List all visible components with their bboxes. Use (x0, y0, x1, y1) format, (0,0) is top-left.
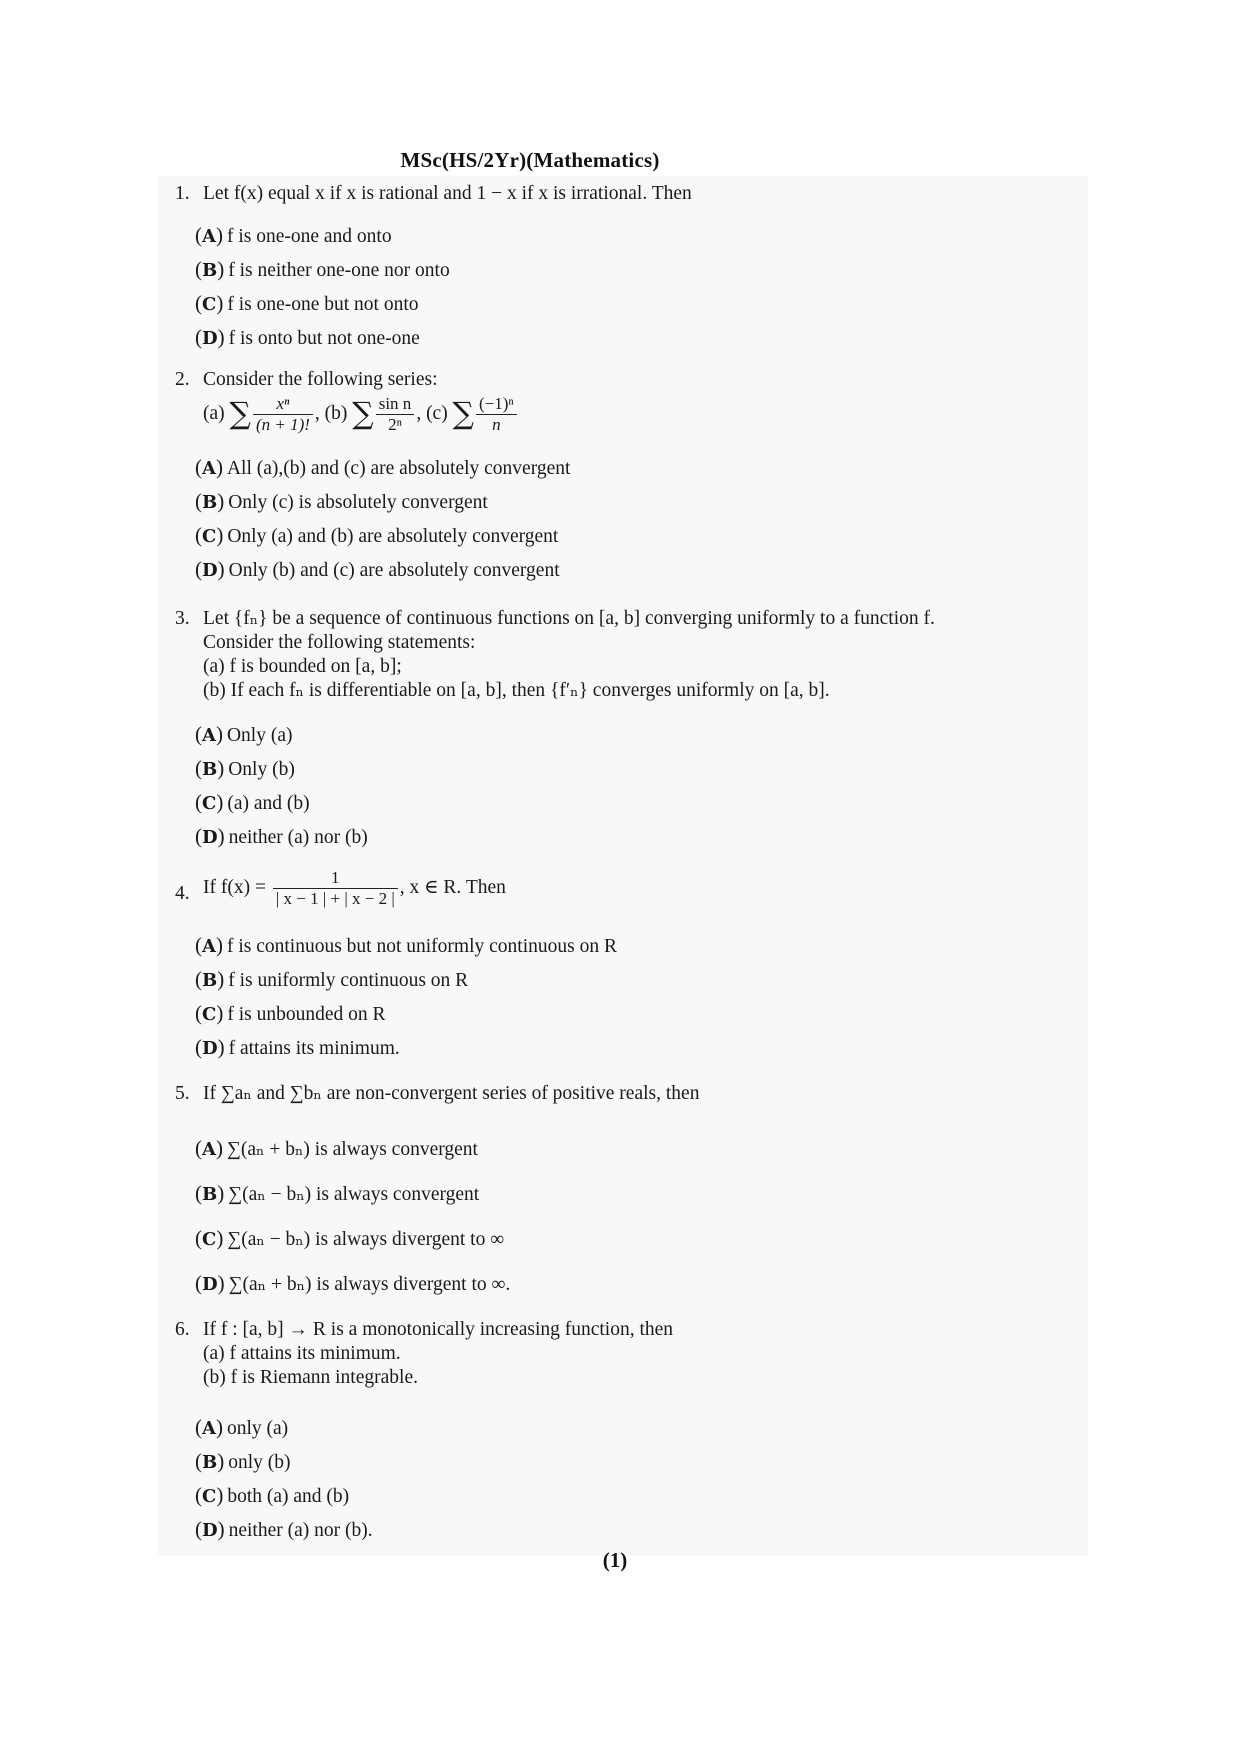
option-c[interactable]: (C) Only (a) and (b) are absolutely convergent (195, 523, 559, 547)
fraction: $\frac{1}{| x - 1 | + | x - 2 |}$ (273, 868, 398, 909)
question-3 (175, 607, 935, 703)
question-stem-continued: Consider the following statements: (203, 632, 476, 653)
question-number: 2. (175, 369, 190, 390)
option-a[interactable]: (A) f is one-one and onto (195, 223, 392, 247)
option-a[interactable]: (A) All (a),(b) and (c) are absolutely convergent (195, 455, 571, 479)
page-number: (1) (602, 1548, 628, 1572)
option-d[interactable]: (D) f is onto but not one-one (195, 325, 420, 349)
option-b[interactable]: (B) f is uniformly continuous on R (195, 967, 469, 991)
question-number: 6. (175, 1319, 190, 1340)
options-q3 (195, 717, 368, 853)
question-1 (175, 182, 692, 206)
question-stem: If f : [a, b] → R is a monotonically increasing function, then (203, 1319, 674, 1340)
options-q6 (195, 1410, 373, 1546)
option-d[interactable]: (D) ∑(aₙ + bₙ) is always divergent to ∞. (195, 1271, 511, 1295)
option-a[interactable]: (A) ∑(aₙ + bₙ) is always convergent (195, 1136, 478, 1160)
statement-b: (b) If each fₙ is differentiable on [a, b], then {f′ₙ} converges uniformly on [a, b]. (203, 680, 830, 701)
statement-b: (b) f is Riemann integrable. (203, 1367, 418, 1388)
sigma-icon: ∑ (452, 396, 475, 432)
question-number: 5. (175, 1083, 190, 1104)
option-c[interactable]: (C) ∑(aₙ − bₙ) is always divergent to ∞ (195, 1226, 505, 1250)
question-number: 4. (175, 883, 190, 904)
question-stem: Let f(x) equal x if x is rational and 1 − x if x is irrational. Then (203, 183, 692, 204)
option-d[interactable]: (D) Only (b) and (c) are absolutely convergent (195, 557, 560, 581)
option-d[interactable]: (D) neither (a) nor (b) (195, 824, 368, 848)
question-2 (175, 368, 519, 435)
fraction: $\frac{\text{xⁿ}}{(n + 1)!}$ (253, 394, 313, 435)
statement-a: (a) f is bounded on [a, b]; (203, 656, 402, 677)
question-number: 3. (175, 608, 190, 629)
options-q4 (195, 928, 617, 1064)
sigma-icon: ∑ (229, 396, 251, 432)
option-d[interactable]: (D) neither (a) nor (b). (195, 1517, 373, 1541)
question-stem: Consider the following series: (203, 369, 438, 390)
option-c[interactable]: (C) f is unbounded on R (195, 1001, 386, 1025)
option-a[interactable]: (A) f is continuous but not uniformly continuous on R (195, 933, 617, 957)
question-stem: Let {fₙ} be a sequence of continuous functions on [a, b] converging uniformly to a function f. (203, 608, 935, 629)
question-stem: If ∑aₙ and ∑bₙ are non-convergent series of positive reals, then (203, 1083, 700, 1104)
question-4 (175, 868, 506, 909)
options-q5 (195, 1126, 510, 1306)
option-a[interactable]: (A) Only (a) (195, 722, 293, 746)
question-stem: If f(x) = $\frac{1}{| x - 1 | + | x - 2 |}$ , x ∈ R. Then (203, 868, 506, 908)
option-c[interactable]: (C) (a) and (b) (195, 790, 310, 814)
option-b[interactable]: (B) Only (b) (195, 756, 295, 780)
option-b[interactable]: (B) Only (c) is absolutely convergent (195, 489, 488, 513)
options-q2 (195, 450, 570, 586)
statement-a: (a) f attains its minimum. (203, 1343, 401, 1364)
question-number: 1. (175, 183, 190, 204)
fraction: $\frac{\text{sin n}}{\text{2ⁿ}}$ (376, 394, 415, 435)
series-list: (a) ∑ $\frac{\text{xⁿ}}{(n + 1)!}$ , (b) ∑ $\frac{\text{sin n}}{\text{2ⁿ}}$ , (c) ∑ $\frac{\text{(−1)ⁿ}}{n}$ (203, 394, 519, 435)
question-5 (175, 1082, 699, 1106)
question-6 (175, 1318, 673, 1390)
option-b[interactable]: (B) only (b) (195, 1449, 291, 1473)
option-d[interactable]: (D) f attains its minimum. (195, 1035, 400, 1059)
fraction: $\frac{\text{(−1)ⁿ}}{n}$ (476, 394, 517, 435)
options-q1 (195, 218, 450, 354)
sigma-icon: ∑ (352, 396, 374, 432)
option-a[interactable]: (A) only (a) (195, 1415, 289, 1439)
option-c[interactable]: (C) f is one-one but not onto (195, 291, 419, 315)
option-b[interactable]: (B) ∑(aₙ − bₙ) is always convergent (195, 1181, 480, 1205)
option-b[interactable]: (B) f is neither one-one nor onto (195, 257, 450, 281)
option-c[interactable]: (C) both (a) and (b) (195, 1483, 350, 1507)
page-title: MSc(HS/2Yr)(Mathematics) (400, 148, 660, 172)
